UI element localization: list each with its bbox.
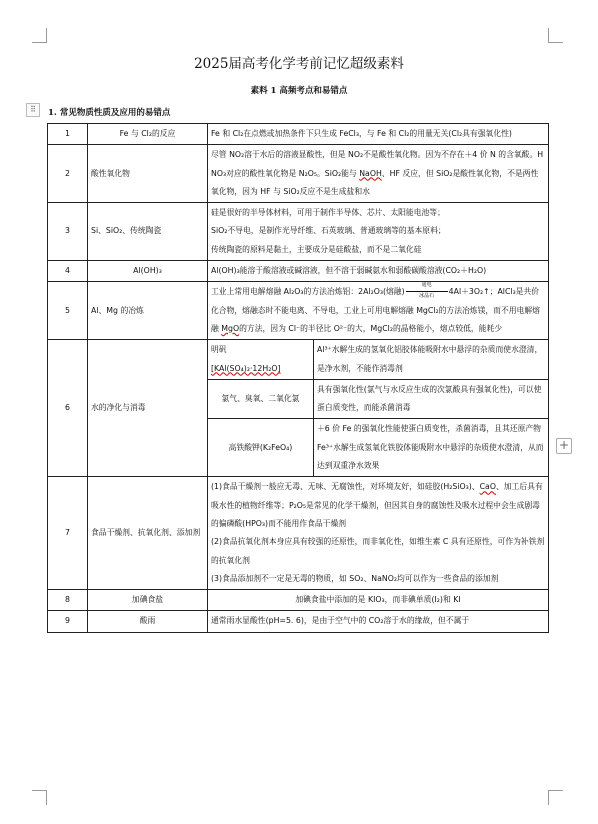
row-detail: 尽管 NO₂溶于水后的溶液显酸性，但是 NO₂不是酸性氧化物。因为不存在＋4 价 N 的含氧酸。HNO₃对应的酸性氧化物是 N₂O₅。SiO₂能与 NaOH、HF 反应，但 SiO₂是酸性氧化物，不是两性氧化物，因为 HF 与 SiO₂反应不是生成盐和水 [208,145,549,203]
table-row [48,477,549,590]
section-heading: 1. 常见物质性质及应用的易错点 [48,108,171,118]
row-detail: 工业上常用电解熔融 Al₂O₃的方法冶炼铝：2Al₂O₃(熔融) 通电 冰晶石 4Al＋3O₂↑；AlCl₃是共价化合物，熔融态时不能电离、不导电，工业上可用电解熔融 MgCl₂的方法冶炼镁，而不用电解熔融 MgO的方法，因为 Cl⁻的半径比 O²⁻的大，MgCl₂的晶格能小，熔点较低，能耗少 [208,282,549,340]
crop-mark-top-right [548,28,563,43]
spellcheck-underlined-word: NaOH [359,168,382,178]
add-column-plus-icon[interactable]: + [556,438,572,454]
table-row [48,124,549,145]
spellcheck-underlined-word: CaO [479,482,496,492]
row-number: 5 [48,282,88,340]
table-row [48,282,549,340]
row-topic: 酸雨 [88,611,208,632]
table-row [48,145,549,203]
table-row [48,340,549,380]
row-topic: Al(OH)₃ [88,261,208,282]
sub-detail: 具有强氧化性(氯气与水反应生成的次氯酸具有强氧化性)，可以使蛋白质变性，而能杀菌消毒 [314,379,549,419]
sub-topic: 氯气、臭氧、二氧化氯 [208,379,314,419]
facts-table [47,123,549,633]
crop-mark-bottom-left [32,790,47,805]
row-number: 3 [48,203,88,261]
table-row [48,590,549,611]
reaction-condition-arrow: 通电 冰晶石 [406,287,448,297]
row-topic: Si、SiO₂、传统陶瓷 [88,203,208,261]
document-title: 2025届高考化学考前记忆超级素料 [194,56,404,72]
row-topic: Al、Mg 的冶炼 [88,282,208,340]
table-row [48,203,549,261]
row-detail: Fe 和 Cl₂在点燃或加热条件下只生成 FeCl₃，与 Fe 和 Cl₂的用量无关(Cl₂具有强氧化性) [208,124,549,145]
sub-topic: 高铁酸钾(K₂FeO₄) [208,419,314,477]
row-number: 8 [48,590,88,611]
row-topic: 食品干燥剂、抗氧化剂、添加剂 [88,477,208,590]
row-topic: Fe 与 Cl₂的反应 [88,124,208,145]
row-detail: (1)食品干燥剂一般应无毒、无味、无腐蚀性，对环境友好，如硅胶(H₂SiO₃)、CaO、加工后具有吸水性的植物纤维等；P₂O₅是常见的化学干燥剂，但因其自身的腐蚀性及吸水过程中会生成剧毒的偏磷酸(HPO₃)而不能用作食品干燥剂 (2)食品抗氧化剂本身应具有较强的还原性，而非氧化性，如维生素 C 具有还原性，可作为补铁剂的抗氧化剂 (3)食品添加剂不一定是无毒的物质，如 SO₂、NaNO₂均可以作为一些食品的添加剂 [208,477,549,590]
row-number: 7 [48,477,88,590]
sub-topic: 明矾 [KAl(SO₄)₂·12H₂O] [208,340,314,380]
sub-detail: Al³⁺水解生成的氢氧化铝胶体能吸附水中悬浮的杂质而使水澄清，是净水剂，不能作消毒剂 [314,340,549,380]
crop-mark-bottom-right [548,790,563,805]
table-move-handle-icon[interactable]: ⠿ [26,103,40,117]
crop-mark-top-left [32,28,47,43]
row-topic: 水的净化与消毒 [88,340,208,477]
row-topic: 加碘食盐 [88,590,208,611]
document-subtitle: 素料 1 高频考点和易错点 [250,86,348,96]
table-row [48,261,549,282]
row-topic: 酸性氧化物 [88,145,208,203]
row-detail: 通常雨水显酸性(pH=5. 6)，是由于空气中的 CO₂溶于水的缘故，但不属于 [208,611,549,632]
table-row [48,611,549,632]
spellcheck-underlined-word: MgO [221,323,240,333]
spellcheck-underlined-word: [KAl(SO₄)₂·12H₂O] [211,363,281,373]
row-number: 4 [48,261,88,282]
row-detail: Al(OH)₃能溶于酸溶液或碱溶液，但不溶于弱碱氨水和弱酸碳酸溶液(CO₂＋H₂O) [208,261,549,282]
row-detail: 硅是很好的半导体材料，可用于制作半导体、芯片、太阳能电池等； SiO₂不导电，是制作光导纤维、石英玻璃、普通玻璃等的基本原料； 传统陶瓷的原料是黏土，主要成分是硅酸盐，而不是二氧化硅 [208,203,549,261]
row-number: 6 [48,340,88,477]
row-number: 2 [48,145,88,203]
row-number: 1 [48,124,88,145]
sub-detail: ＋6 价 Fe 的强氧化性能使蛋白质变性，杀菌消毒，且其还原产物 Fe³⁺水解生成氢氧化铁胶体能吸附水中悬浮的杂质使水澄清，从而达到双重净水效果 [314,419,549,477]
row-number: 9 [48,611,88,632]
row-detail: 加碘食盐中添加的是 KIO₃，而非碘单质(I₂)和 KI [208,590,549,611]
